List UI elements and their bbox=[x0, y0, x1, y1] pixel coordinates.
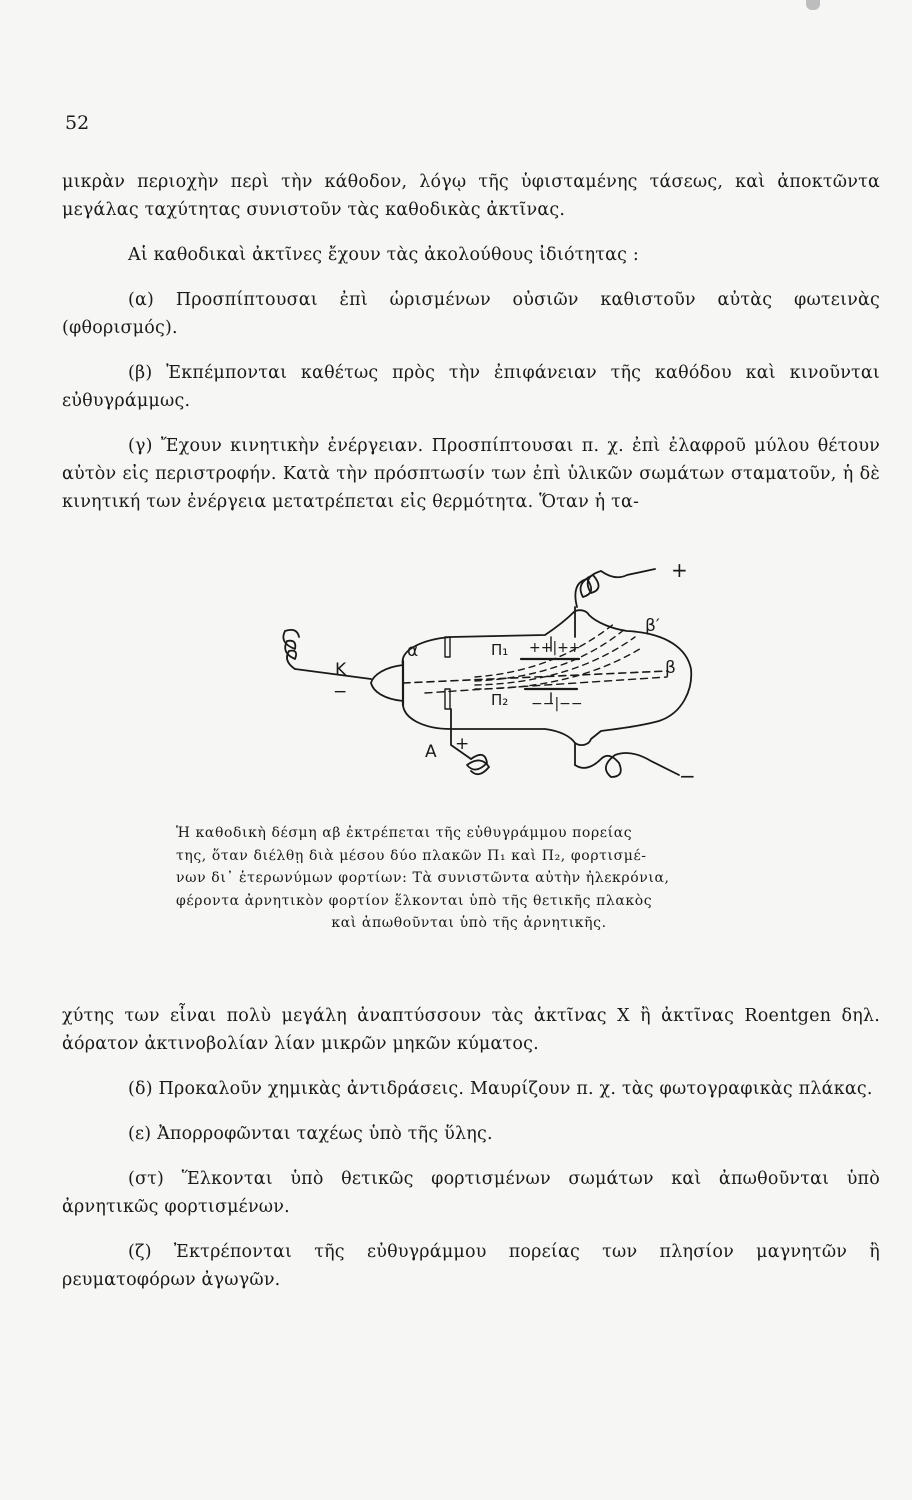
top-wire bbox=[575, 569, 655, 607]
label-plate-1-charges: ++|++ bbox=[529, 640, 581, 656]
scan-corner-mark bbox=[806, 0, 820, 10]
paragraph: χύτης των εἶναι πολὺ μεγάλη ἀναπτύσσουν τὰς ἀκτῖνας X ἢ ἀκτῖνας Roentgen δηλ. ἀόρατον ἀκτινοβολίαν λίαν μικρῶν μηκῶν κύματος. bbox=[62, 1006, 880, 1054]
body-text-top bbox=[62, 168, 880, 516]
paragraph: (στ) Ἕλκονται ὑπὸ θετικῶς φορτισμένων σωμάτων καὶ ἀπωθοῦνται ὑπὸ ἀρνητικῶς φορτισμένων. bbox=[62, 1169, 880, 1217]
label-anode: A bbox=[425, 742, 437, 762]
caption-line: καὶ ἀπωθοῦνται ὑπὸ τῆς ἀρνητικῆς. bbox=[331, 915, 607, 931]
paragraph: μικρὰν περιοχὴν περὶ τὴν κάθοδον, λόγῳ τῆς ὑφισταμένης τάσεως, καὶ ἀποκτῶντα μεγάλας ταχύτητας συνιστοῦν τὰς καθοδικὰς ἀκτῖνας. bbox=[62, 172, 880, 220]
paragraph: (γ) Ἔχουν κινητικὴν ἐνέργειαν. Προσπίπτουσαι π. χ. ἐπὶ ἐλαφροῦ μύλου θέτουν αὐτὸν εἰς περιστροφήν. Κατὰ τὴν πρόσπτωσίν των ἐπὶ ὑλικῶν σωμάτων σταματοῦν, ἡ δὲ κινητική των ἐνέργεια μετατρέπεται εἰς θερμότητα. Ὅταν ἡ τα- bbox=[62, 436, 880, 512]
label-alpha: α bbox=[407, 641, 419, 661]
page-number: 52 bbox=[65, 112, 90, 134]
paragraph: (ζ) Ἐκτρέπονται τῆς εὐθυγράμμου πορείας των πλησίον μαγνητῶν ἢ ρευματοφόρων ἀγωγῶν. bbox=[62, 1242, 880, 1290]
bottom-wire bbox=[575, 753, 679, 777]
label-plus-anode: + bbox=[455, 734, 470, 754]
label-plate-1: Π₁ bbox=[491, 641, 509, 659]
aperture-top bbox=[445, 637, 450, 657]
label-minus-bottom: − bbox=[679, 764, 696, 788]
tube-envelope bbox=[371, 610, 691, 745]
label-plate-2: Π₂ bbox=[491, 691, 509, 709]
figure-caption bbox=[176, 822, 762, 935]
paragraph: Αἱ καθοδικαὶ ἀκτῖνες ἔχουν τὰς ἀκολούθους ἰδιότητας : bbox=[128, 245, 640, 265]
caption-line: φέροντα ἀρνητικὸν φορτίον ἕλκονται ὑπὸ τῆς θετικῆς πλακὸς bbox=[176, 892, 653, 909]
paragraph: (δ) Προκαλοῦν χημικὰς ἀντιδράσεις. Μαυρίζουν π. χ. τὰς φωτογραφικὰς πλάκας. bbox=[128, 1079, 873, 1099]
label-beta-prime: β′ bbox=[645, 616, 660, 636]
cathode-ray-tube-diagram bbox=[275, 553, 715, 815]
left-coil bbox=[283, 630, 299, 669]
diagram-svg bbox=[275, 553, 715, 815]
label-cathode: K bbox=[335, 660, 347, 680]
paragraph: (ε) Ἀπορροφῶνται ταχέως ὑπὸ τῆς ὕλης. bbox=[128, 1124, 493, 1144]
beam-lower bbox=[425, 677, 667, 693]
paragraph: (β) Ἐκπέμπονται καθέτως πρὸς τὴν ἐπιφάνειαν τῆς καθόδου καὶ κινοῦνται εὐθυγράμμως. bbox=[62, 363, 880, 411]
cathode-lead bbox=[295, 669, 371, 679]
label-beta: β bbox=[665, 658, 676, 678]
caption-line: Ἡ καθοδικὴ δέσμη αβ ἐκτρέπεται τῆς εὐθυγράμμου πορείας bbox=[176, 825, 633, 841]
label-plate-2-charges: −−|−− bbox=[531, 696, 583, 712]
body-text-bottom bbox=[62, 1002, 880, 1294]
label-minus-left: − bbox=[333, 682, 348, 702]
caption-line: της, ὅταν διέλθῃ διὰ μέσου δύο πλακῶν Π₁ καὶ Π₂, φορτισμέ- bbox=[176, 847, 647, 864]
paragraph: (α) Προσπίπτουσαι ἐπὶ ὡρισμένων οὐσιῶν καθιστοῦν αὐτὰς φωτεινὰς (φθορισμός). bbox=[62, 290, 880, 338]
label-plus-top: + bbox=[671, 558, 688, 582]
caption-line: νων δι᾽ ἑτερωνύμων φορτίων: Τὰ συνιστῶντα αὐτὴν ἠλεκρόνια, bbox=[176, 870, 670, 886]
